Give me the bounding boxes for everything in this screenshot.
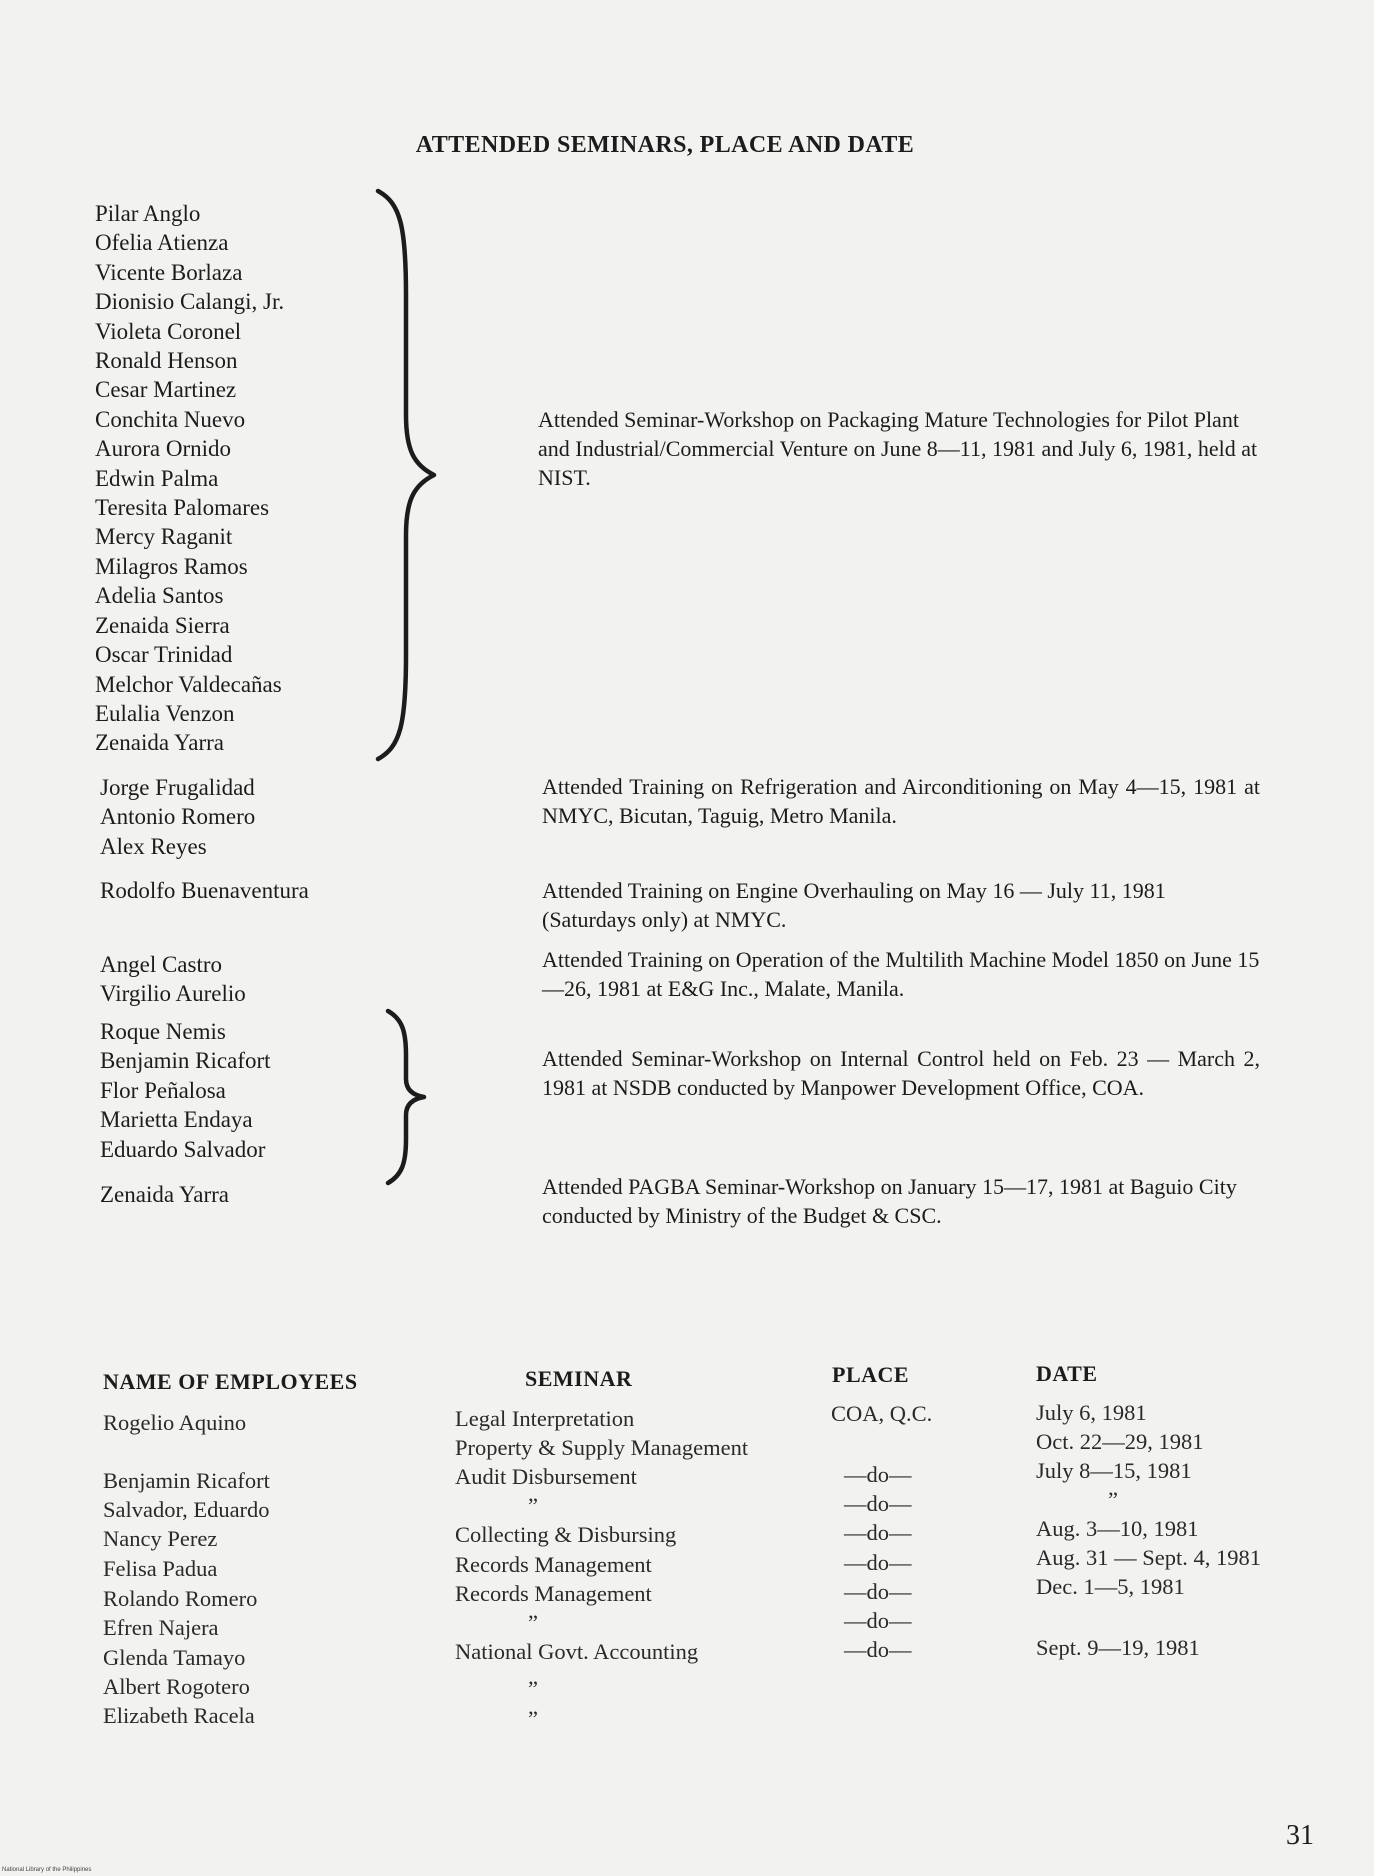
table-place-cell: COA, Q.C. <box>831 1401 933 1426</box>
header-name-of-employees: NAME OF EMPLOYEES <box>103 1369 358 1394</box>
employee-name: Conchita Nuevo <box>95 406 246 432</box>
table-place-cell: —do— <box>844 1520 912 1545</box>
employee-name: Rodolfo Buenaventura <box>100 878 309 903</box>
table-seminar-cell: ” <box>528 1610 538 1635</box>
employee-name: Violeta Coronel <box>95 318 242 344</box>
employee-name: Roque Nemis <box>100 1019 226 1044</box>
employee-name: Eduardo Salvador <box>100 1136 266 1162</box>
header-place: PLACE <box>832 1362 910 1387</box>
table-date-cell: July 6, 1981 <box>1036 1400 1147 1425</box>
employee-name: Angel Castro <box>100 952 223 977</box>
table-date-cell: Aug. 31 — Sept. 4, 1981 <box>1036 1545 1261 1570</box>
group-1-description: Attended Training on Refrigeration and Airconditioning on May 4—15, 1981 at NMYC, Bicutan, Taguig, Metro Manila. <box>542 774 1260 828</box>
employee-name: Virgilio Aurelio <box>100 981 246 1007</box>
employee-name: Antonio Romero <box>100 804 256 830</box>
table-seminar-cell: Audit Disbursement <box>455 1464 637 1489</box>
table-name-cell: Nancy Perez <box>103 1526 218 1551</box>
employee-name: Milagros Ramos <box>95 553 248 579</box>
table-place-cell: —do— <box>844 1579 912 1604</box>
table-seminar-cell: Property & Supply Management <box>455 1435 749 1460</box>
employee-name: Adelia Santos <box>95 583 224 609</box>
employee-name: Vicente Borlaza <box>95 259 243 285</box>
employee-name: Zenaida Yarra <box>100 1182 230 1207</box>
group-4-names <box>100 1017 271 1164</box>
group-3-description: Attended Training on Operation of the Multilith Machine Model 1850 on June 15—26, 1981 at E&G Inc., Malate, Manila. <box>542 947 1260 1001</box>
group-4-description: Attended Seminar-Workshop on Internal Control held on Feb. 23 — March 2, 1981 at NSDB conducted by Manpower Development Office, COA. <box>542 1046 1260 1100</box>
table-name-cell: Efren Najera <box>103 1615 219 1640</box>
table-place-cell: —do— <box>844 1491 912 1516</box>
table-seminar-cell: ” <box>528 1706 538 1731</box>
table-seminar-cell: ” <box>528 1493 538 1518</box>
table-seminar-cell: ” <box>528 1676 538 1701</box>
table-date-cell: Aug. 3—10, 1981 <box>1036 1516 1199 1541</box>
table-seminar-cell: Collecting & Disbursing <box>455 1522 677 1547</box>
table-place-cell: —do— <box>844 1550 912 1575</box>
header-date: DATE <box>1036 1361 1098 1386</box>
employee-name: Edwin Palma <box>95 465 219 491</box>
table-date-cell: Sept. 9—19, 1981 <box>1036 1635 1200 1660</box>
table-seminar-cell: Records Management <box>455 1581 652 1606</box>
table-name-cell: Salvador, Eduardo <box>103 1497 270 1522</box>
table-place-cell: —do— <box>844 1462 912 1487</box>
table-name-cell: Felisa Padua <box>103 1556 218 1581</box>
employee-name: Zenaida Yarra <box>95 730 225 756</box>
header-seminar: SEMINAR <box>525 1366 633 1391</box>
employee-name: Zenaida Sierra <box>95 612 230 638</box>
table-name-cell: Albert Rogotero <box>103 1674 250 1699</box>
group-5-description: Attended PAGBA Seminar-Workshop on January 15—17, 1981 at Baguio City conducted by Ministry of the Budget & CSC. <box>542 1174 1237 1228</box>
table-seminar-cell: Records Management <box>455 1552 652 1577</box>
page-title: ATTENDED SEMINARS, PLACE AND DATE <box>415 132 915 158</box>
employee-name: Mercy Raganit <box>95 524 233 550</box>
group-3-names <box>100 950 246 1009</box>
employee-name: Flor Peñalosa <box>100 1077 226 1103</box>
employee-name: Melchor Valdecañas <box>95 671 282 697</box>
table-seminar-cell: National Govt. Accounting <box>455 1639 699 1664</box>
employee-name: Benjamin Ricafort <box>100 1048 271 1074</box>
group-0-description: Attended Seminar-Workshop on Packaging Mature Technologies for Pilot Plant and Industrial/Commercial Venture on June 8—11, 1981 and July 6, 1981, held at NIST. <box>538 407 1258 490</box>
employee-name: Aurora Ornido <box>95 436 232 462</box>
table-name-cell: Rogelio Aquino <box>103 1410 247 1435</box>
table-place-cell: —do— <box>844 1608 912 1633</box>
group-2-description: Attended Training on Engine Overhauling on May 16 — July 11, 1981 (Saturdays only) at NMYC. <box>542 878 1166 932</box>
table-seminar-cell: Legal Interpretation <box>455 1406 635 1431</box>
table-name-cell: Elizabeth Racela <box>103 1703 255 1728</box>
employee-name: Dionisio Calangi, Jr. <box>95 289 285 315</box>
footer-credit: National Library of the Philippines <box>2 1867 92 1873</box>
employee-name: Teresita Palomares <box>95 495 270 521</box>
employee-name: Marietta Endaya <box>100 1107 253 1133</box>
employee-name: Eulalia Venzon <box>95 700 235 726</box>
employee-name: Cesar Martinez <box>95 377 237 403</box>
group-0-brace <box>370 185 440 765</box>
employee-name: Jorge Frugalidad <box>100 775 255 800</box>
group-5-names <box>100 1180 229 1209</box>
employee-name: Ronald Henson <box>95 348 238 374</box>
table-date-cell: Dec. 1—5, 1981 <box>1036 1574 1185 1599</box>
group-4-brace <box>380 1005 440 1190</box>
table-name-cell: Rolando Romero <box>103 1586 258 1611</box>
employee-name: Ofelia Atienza <box>95 230 229 256</box>
table-place-cell: —do— <box>844 1637 912 1662</box>
employee-name: Oscar Trinidad <box>95 642 233 668</box>
table-date-cell: July 8—15, 1981 <box>1036 1458 1192 1483</box>
group-0-names <box>95 199 284 758</box>
page-number: 31 <box>1286 1820 1314 1851</box>
employee-name: Alex Reyes <box>100 833 207 859</box>
table-name-cell: Benjamin Ricafort <box>103 1468 270 1493</box>
employee-name: Pilar Anglo <box>95 201 201 226</box>
group-1-names <box>100 773 255 861</box>
table-date-cell: Oct. 22—29, 1981 <box>1036 1429 1204 1454</box>
table-date-cell: ” <box>1108 1487 1118 1512</box>
table-name-cell: Glenda Tamayo <box>103 1645 246 1670</box>
group-2-names <box>100 876 309 905</box>
